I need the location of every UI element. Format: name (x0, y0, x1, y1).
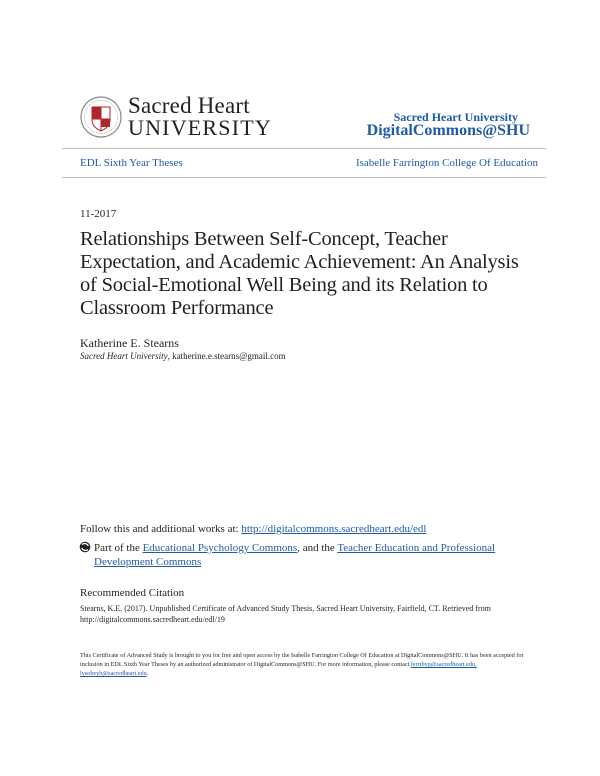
educational-psychology-commons-link[interactable]: Educational Psychology Commons (142, 542, 298, 554)
paper-title: Relationships Between Self-Concept, Teacher Expectation, and Academic Achievement: An Analysis of Social-Emotional Well Being and its Relation to Classroom Performance (80, 228, 519, 319)
author-affiliation (80, 351, 286, 361)
repository-institution[interactable]: Sacred Heart University (393, 110, 518, 124)
footer-notice (80, 651, 530, 678)
follow-line (80, 523, 426, 535)
citation-heading: Recommended Citation (80, 587, 185, 599)
logo-wordmark-line1: Sacred Heart (128, 93, 250, 118)
publication-date: 11-2017 (80, 208, 117, 220)
logo-wordmark-line2: UNIVERSITY (128, 115, 272, 140)
header-divider-top (62, 148, 546, 149)
repository-name-link[interactable]: DigitalCommons@SHU (366, 122, 530, 139)
college-link[interactable]: Isabelle Farrington College Of Education (355, 157, 538, 169)
author-name: Katherine E. Stearns (80, 336, 179, 350)
contact-email-link[interactable]: ferribyp@sacredheart.edu, lysobeyb@sacredheart.edu (80, 661, 477, 677)
author-email: , katherine.e.stearns@gmail.com (167, 351, 286, 361)
part-of-middle: , and the (297, 542, 338, 554)
part-of-prefix: Part of the (94, 542, 143, 554)
part-of-line (94, 541, 534, 569)
university-seal-icon (80, 96, 122, 138)
collection-url-link[interactable]: http://digitalcommons.sacredheart.edu/edl (241, 523, 427, 535)
citation-text: Stearns, K.E. (2017). Unpublished Certificate of Advanced Study Thesis, Sacred Heart University, Fairfield, CT. Retrieved from http://digitalcommons.sacredheart.edu/edl/19 (80, 604, 491, 624)
teacher-education-commons-link[interactable]: Teacher Education and Professional Development Commons (94, 542, 496, 568)
follow-label: Follow this and additional works at: (80, 523, 242, 535)
header-divider-bottom (62, 177, 546, 178)
footer-text: This Certificate of Advanced Study is brought to you for free and open access by the Isabelle Farrington College Of Education at DigitalCommons@SHU. It has been accepted for inclusion in EDL Sixth Year Theses by an authorized administrator of DigitalCommons@SHU. For more information, please contact (80, 652, 524, 668)
series-link[interactable]: EDL Sixth Year Theses (80, 157, 183, 169)
network-commons-icon (79, 541, 91, 553)
footer-end: . (146, 670, 149, 677)
affiliation-name: Sacred Heart University (80, 351, 168, 361)
